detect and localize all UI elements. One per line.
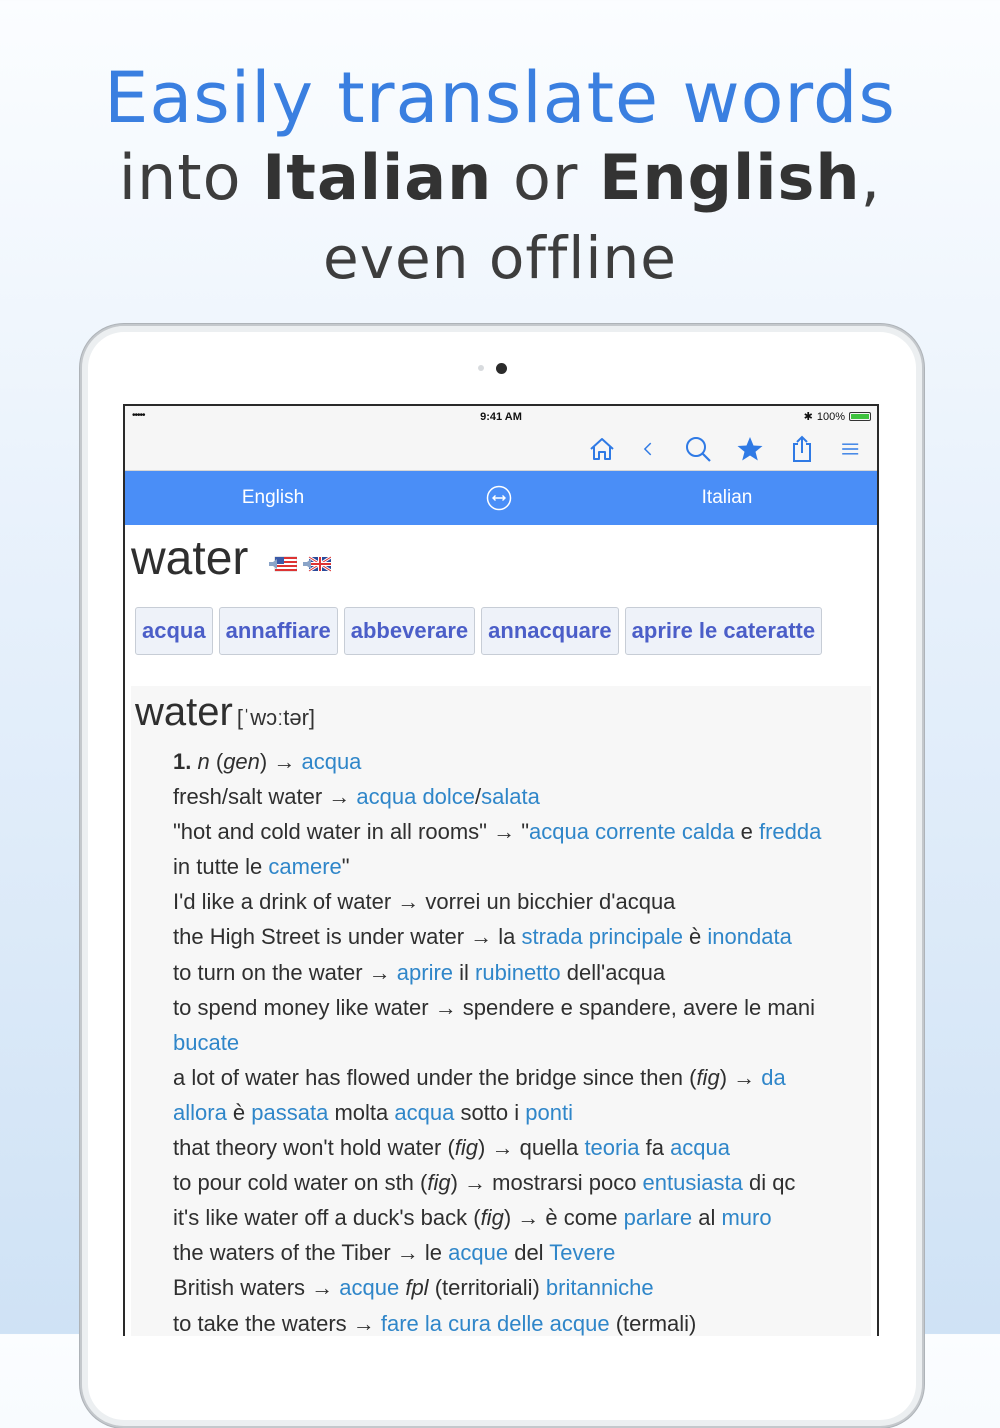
bluetooth-icon: ✱ <box>803 411 813 423</box>
example-line: to spend money like water → spendere e spandere, avere le mani <box>173 994 816 1020</box>
battery-percent: 100% <box>816 410 845 423</box>
example-line: the waters of the Tiber → le acque del Tevere <box>173 1240 616 1266</box>
headline-line3: even offline <box>323 224 677 292</box>
status-time: 9:41 AM <box>480 411 522 423</box>
us-audio-icon[interactable] <box>269 555 297 573</box>
toolbar <box>125 428 877 471</box>
example-line: I'd like a drink of water → vorrei un bicchier d'acqua <box>173 889 676 915</box>
target-language[interactable]: Italian <box>701 487 753 508</box>
battery-icon <box>849 412 871 421</box>
chip-acqua[interactable]: acqua <box>135 607 213 655</box>
source-language[interactable]: English <box>241 487 305 508</box>
example-line: the High Street is under water → la strada principale è inondata <box>173 924 792 950</box>
example-line: "hot and cold water in all rooms" → "acqua corrente calda e fredda <box>173 819 822 845</box>
language-bar <box>125 471 877 525</box>
example-line: to pour cold water on sth (fig) → mostrarsi poco entusiasta di qc <box>173 1170 796 1196</box>
link[interactable]: acqua <box>301 749 362 774</box>
headline-line2: into Italian or English, <box>118 141 882 214</box>
translation-chips <box>135 607 822 655</box>
chip-abbeverare[interactable]: abbeverare <box>344 607 475 655</box>
entry-phonetic: [ˈwɔːtər] <box>236 705 316 730</box>
sensor-dot <box>478 365 484 371</box>
search-word: water <box>131 532 249 585</box>
status-bar <box>125 406 877 428</box>
chip-aprire-le-cateratte[interactable]: aprire le cateratte <box>625 607 822 655</box>
example-line: British waters → acque fpl (territoriali) britanniche <box>173 1275 654 1301</box>
example-line: it's like water off a duck's back (fig) → è come parlare al muro <box>173 1205 772 1231</box>
example-line: allora è passata molta acqua sotto i ponti <box>173 1099 573 1125</box>
swap-icon[interactable] <box>486 485 512 511</box>
chip-annacquare[interactable]: annacquare <box>481 607 619 655</box>
search-icon[interactable] <box>683 434 713 464</box>
entry-headword: water [ˈwɔːtər] <box>135 690 316 734</box>
share-icon[interactable] <box>787 434 817 464</box>
example-line: bucate <box>173 1029 240 1055</box>
example-line: in tutte le camere" <box>173 854 350 880</box>
menu-icon[interactable] <box>839 434 863 464</box>
example-line: fresh/salt water → acqua dolce/salata <box>173 784 540 810</box>
example-line: to turn on the water → aprire il rubinetto dell'acqua <box>173 959 666 985</box>
word-header <box>125 525 877 643</box>
headline-line1: Easily translate words <box>104 57 896 139</box>
headline <box>0 58 1000 298</box>
signal-indicator: ••••• <box>132 410 145 421</box>
home-icon[interactable] <box>587 434 617 464</box>
example-line: a lot of water has flowed under the bridge since then (fig) → da <box>173 1064 786 1090</box>
dictionary-entry <box>131 686 871 1336</box>
star-icon[interactable] <box>735 434 765 464</box>
uk-audio-icon[interactable] <box>303 555 331 573</box>
example-line: that theory won't hold water (fig) → quella teoria fa acqua <box>173 1135 731 1161</box>
app-screen <box>123 404 879 1336</box>
chip-annaffiare[interactable]: annaffiare <box>219 607 338 655</box>
camera-dot <box>496 363 507 374</box>
entry-lines <box>173 744 873 1336</box>
sense-line: 1. n (gen) → acqua <box>173 749 362 774</box>
example-line: to take the waters → fare la cura delle acque (termali) <box>173 1310 697 1336</box>
back-icon[interactable] <box>639 434 661 464</box>
